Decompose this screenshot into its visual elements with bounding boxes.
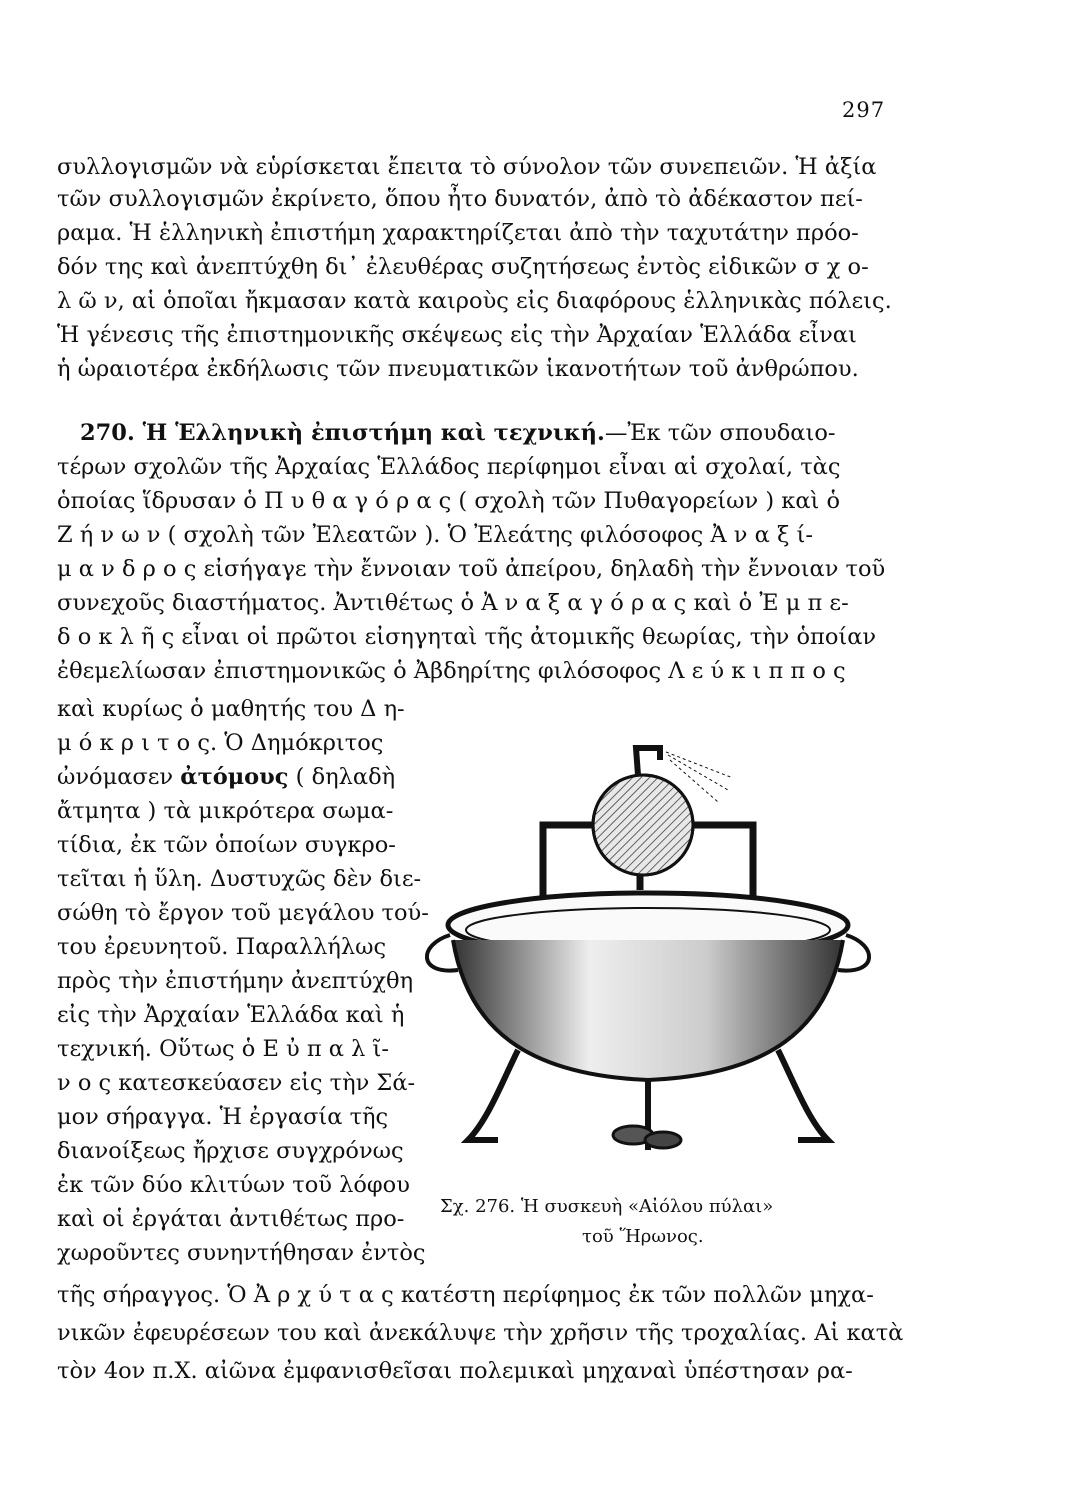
atomous-bold: ἀτόμους <box>180 764 289 790</box>
aeolipile-icon <box>408 730 888 1170</box>
narrow-line: ἄτμητα ) τὰ μικρότερα σωμα- <box>57 798 394 824</box>
narrow-line: σώθη τὸ ἔργον τοῦ μεγάλου τού- <box>57 900 429 926</box>
paragraph-line: ραμα. Ἡ ἑλληνικὴ ἐπιστήμη χαρακτηρίζεται ἀπὸ τὴν ταχυτάτην πρόο- <box>57 220 859 246</box>
paragraph-line: ἡ ὡραιοτέρα ἐκδήλωσις τῶν πνευματικῶν ἱκανοτήτων τοῦ ἀνθρώπου. <box>57 356 859 382</box>
narrow-line: καὶ οἱ ἐργάται ἀντιθέτως προ- <box>57 1206 405 1232</box>
narrow-line: διανοίξεως ἤρχισε συγχρόνως <box>57 1138 404 1164</box>
narrow-line: τεχνική. Οὕτως ὁ Ε ὐ π α λ ῖ- <box>57 1036 389 1062</box>
narrow-line: ἐκ τῶν δύο κλιτύων τοῦ λόφου <box>57 1172 410 1198</box>
section-first-line-rest: —Ἐκ τῶν σπουδαιο- <box>604 420 836 446</box>
paragraph-line: νικῶν ἐφευρέσεων του καὶ ἀνεκάλυψε τὴν χρῆσιν τῆς τροχαλίας. Αἱ κατὰ <box>57 1320 904 1346</box>
section-heading: 270. Ἡ Ἑλληνικὴ ἐπιστήμη καὶ τεχνική. <box>80 420 605 446</box>
figure-caption-line2: τοῦ Ἥρωνος. <box>582 1226 704 1247</box>
paragraph-line: Ἡ γένεσις τῆς ἐπιστημονικῆς σκέψεως εἰς τὴν Ἀρχαίαν Ἑλλάδα εἶναι <box>57 322 857 348</box>
narrow-line: τεῖται ἡ ὕλη. Δυστυχῶς δὲν διε- <box>57 866 422 892</box>
section-first-line <box>80 418 835 448</box>
paragraph-line: τῆς σήραγγος. Ὁ Ἀ ρ χ ύ τ α ς κατέστη περίφημος ἐκ τῶν πολλῶν μηχα- <box>57 1282 874 1308</box>
page-number: 297 <box>842 98 886 122</box>
atomous-after: ( δηλαδὴ <box>295 764 396 790</box>
narrow-line: του ἐρευνητοῦ. Παραλλήλως <box>57 934 387 960</box>
paragraph-line: συνεχοῦς διαστήματος. Ἀντιθέτως ὁ Ἀ ν α ξ α γ ό ρ α ς καὶ ὁ Ἐ μ π ε- <box>57 590 849 616</box>
narrow-line: τίδια, ἐκ τῶν ὁποίων συγκρο- <box>57 832 396 858</box>
paragraph-line: λ ῶ ν, αἱ ὁποῖαι ἤκμασαν κατὰ καιροὺς εἰς διαφόρους ἑλληνικὰς πόλεις. <box>57 288 892 314</box>
narrow-line: χωροῦντες συνηντήθησαν ἐντὸς <box>57 1240 426 1266</box>
paragraph-line: μ α ν δ ρ ο ς εἰσήγαγε τὴν ἔννοιαν τοῦ ἀπείρου, δηλαδὴ τὴν ἔννοιαν τοῦ <box>57 556 886 582</box>
paragraph-line: τέρων σχολῶν τῆς Ἀρχαίας Ἑλλάδος περίφημοι εἶναι αἱ σχολαί, τὰς <box>57 454 841 480</box>
paragraph-line: Ζ ή ν ω ν ( σχολὴ τῶν Ἐλεατῶν ). Ὁ Ἐλεάτης φιλόσοφος Ἀ ν α ξ ί- <box>57 522 813 548</box>
narrow-line: ν ο ς κατεσκεύασεν εἰς τὴν Σά- <box>57 1070 416 1096</box>
narrow-line: μ ό κ ρ ι τ ο ς. Ὁ Δημόκριτος <box>57 730 384 756</box>
aeolipile-illustration <box>408 730 888 1170</box>
paragraph-line: ἐθεμελίωσαν ἐπιστημονικῶς ὁ Ἀβδηρίτης φιλόσοφος Λ ε ύ κ ι π π ο ς <box>57 658 846 684</box>
figure-caption: Σχ. 276. Ἡ συσκευὴ «Αἰόλου πύλαι» <box>440 1196 774 1217</box>
narrow-line-atomous <box>57 762 395 792</box>
narrow-line: καὶ κυρίως ὁ μαθητής του Δ η- <box>57 696 405 722</box>
paragraph-line: τὸν 4ον π.Χ. αἰῶνα ἐμφανισθεῖσαι πολεμικαὶ μηχαναὶ ὑπέστησαν ρα- <box>57 1358 853 1384</box>
paragraph-line: ὁποίας ἵδρυσαν ὁ Π υ θ α γ ό ρ α ς ( σχολὴ τῶν Πυθαγορείων ) καὶ ὁ <box>57 488 841 514</box>
paragraph-line: δ ο κ λ ῆ ς εἶναι οἱ πρῶτοι εἰσηγηταὶ τῆς ἀτομικῆς θεωρίας, τὴν ὁποίαν <box>57 624 877 650</box>
paragraph-line: συλλογισμῶν νὰ εὑρίσκεται ἔπειτα τὸ σύνολον τῶν συνεπειῶν. Ἡ ἀξία <box>57 154 877 180</box>
atomous-prefix: ὠνόμασεν <box>57 764 174 790</box>
paragraph-line: τῶν συλλογισμῶν ἐκρίνετο, ὅπου ἦτο δυνατόν, ἀπὸ τὸ ἀδέκαστον πεί- <box>57 186 863 212</box>
narrow-line: πρὸς τὴν ἐπιστήμην ἀνεπτύχθη <box>57 968 414 994</box>
paragraph-line: δόν της καὶ ἀνεπτύχθη δι᾽ ἐλευθέρας συζητήσεως ἐντὸς εἰδικῶν σ χ ο- <box>57 254 869 280</box>
narrow-line: μον σήραγγα. Ἡ ἐργασία τῆς <box>57 1104 389 1130</box>
narrow-line: εἰς τὴν Ἀρχαίαν Ἑλλάδα καὶ ἡ <box>57 1002 405 1028</box>
